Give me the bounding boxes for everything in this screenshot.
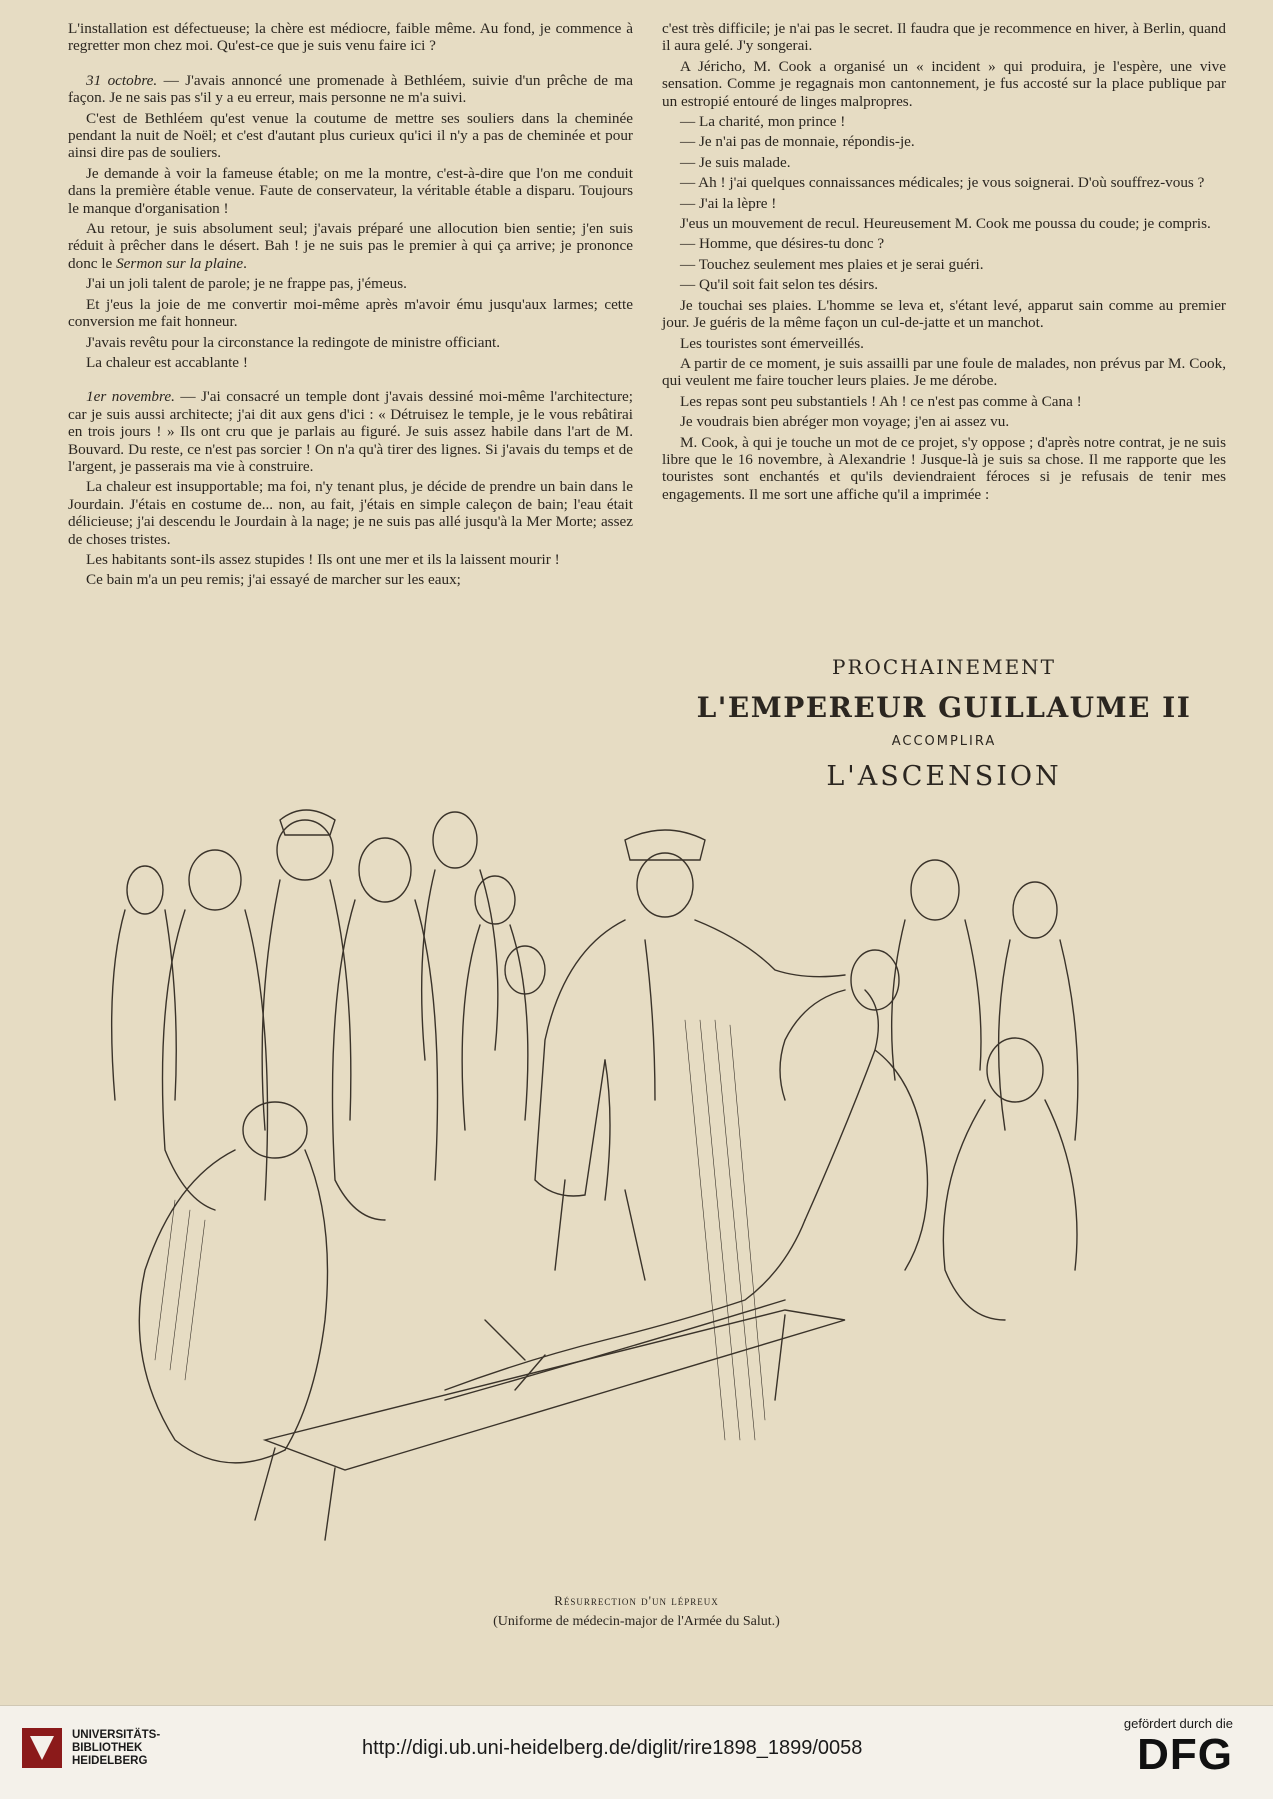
paragraph (68, 275, 633, 292)
dfg-funding[interactable] (1124, 1716, 1233, 1779)
paragraph-text: — Je suis malade. (680, 153, 791, 171)
paragraph (662, 58, 1226, 110)
paragraph (662, 215, 1226, 232)
paragraph-text: J'ai un joli talent de parole; je ne frappe pas, j'émeus. (86, 275, 407, 293)
paragraph-text: — La charité, mon prince ! (680, 113, 846, 131)
library-line-1: UNIVERSITÄTS- (72, 1728, 161, 1741)
paragraph (68, 110, 633, 162)
paragraph (662, 154, 1226, 171)
paragraph (68, 220, 633, 272)
paragraph (68, 72, 633, 107)
paragraph-text: — Touchez seulement mes plaies et je serai guéri. (680, 255, 984, 273)
paragraph-text: — Je n'ai pas de monnaie, répondis-je. (680, 133, 915, 151)
paragraph (68, 20, 633, 55)
illustration-caption-title: Résurrection d'un lépreux (554, 1593, 719, 1608)
paragraph-text: M. Cook, à qui je touche un mot de ce projet, s'y oppose ; d'après notre contrat, je ne suis libre que le 16 novembre, à Alexandrie ! Jusque-là je suis sa chose. Il me rapporte que les touristes sont enchantés et qu'ils deviendraient féroces si je refusais de tenir mes engagements. Il me sort une affiche qu'il a imprimée : (662, 433, 1226, 503)
paragraph (662, 20, 1226, 55)
paragraph-text: Les touristes sont émerveillés. (680, 334, 864, 352)
poster-announcement (662, 655, 1226, 792)
paragraph-text: Au retour, je suis absolument seul; j'avais préparé une allocution bien sentie; j'en suis réduit à prêcher dans le désert. Bah ! je ne suis pas le premier à qui ça arrive; je prononce donc le (68, 220, 633, 272)
paragraph (68, 478, 633, 548)
paragraph-text: — J'ai consacré un temple dont j'avais dessiné moi-même l'architecture; car je suis aussi architecte; j'ai dit aux gens d'ici : « Détruisez le temple, je le vous rebâtirai en trois jours ! » Ils ont cru que je parlais au figuré. Je suis assez habile dans l'art de M. Bouvard. Du reste, ce n'est pas sorcier ! On n'a qu'à tirer des lignes. Si j'avais du temps et de l'argent, je passerais ma vie à construire. (68, 388, 633, 475)
paragraph (662, 335, 1226, 352)
paragraph (662, 413, 1226, 430)
paragraph-text: L'installation est défectueuse; la chère est médiocre, faible même. Au fond, je commence à regretter mon chez moi. Qu'est-ce que je suis venu faire ici ? (68, 20, 633, 55)
paragraph (662, 355, 1226, 390)
paragraph (68, 165, 633, 217)
paragraph-text: Ce bain m'a un peu remis; j'ai essayé de marcher sur les eaux; (86, 571, 461, 589)
paragraph-text: Les habitants sont-ils assez stupides ! Ils ont une mer et ils la laissent mourir ! (86, 550, 560, 568)
university-library-logo[interactable] (20, 1726, 160, 1770)
paragraph (662, 434, 1226, 504)
paragraph-tail: . (243, 254, 247, 272)
paragraph-text: — Homme, que désires-tu donc ? (680, 235, 885, 253)
paragraph-text: C'est de Bethléem qu'est venue la coutume de mettre ses souliers dans la cheminée pendant la nuit de Noël; et c'est d'autant plus curieux qu'ici il n'y a pas de cheminée et pour ainsi dire pas de souliers. (68, 109, 633, 162)
document-url-link[interactable]: http://digi.ub.uni-heidelberg.de/diglit/rire1898_1899/0058 (362, 1737, 863, 1759)
dfg-logo: DFG (1137, 1730, 1233, 1779)
library-line-3: HEIDELBERG (72, 1754, 148, 1767)
paragraph (68, 551, 633, 568)
paragraph (68, 354, 633, 371)
paragraph (662, 174, 1226, 191)
paragraph-text: — J'avais annoncé une promenade à Bethléem, suivie d'un prêche de ma façon. Je ne sais pas s'il y a eu erreur, mais personne ne m'a suivi. (68, 71, 633, 107)
paragraph-text: Je touchai ses plaies. L'homme se leva et, s'étant levé, apparut sain comme au premier jour. Je guéris de la même façon un cul-de-jatte et un manchot. (662, 296, 1226, 332)
footer-bar (0, 1705, 1273, 1799)
funded-by-label: gefördert durch die (1123, 1716, 1233, 1731)
poster-line-prochainement: PROCHAINEMENT (831, 655, 1057, 679)
poster-line-ascension: L'ASCENSION (826, 761, 1062, 792)
illustration-caption-subtitle: (Uniforme de médecin-major de l'Armée du Salut.) (493, 1614, 780, 1629)
paragraph-text: c'est très difficile; je n'ai pas le secret. Il faudra que je recommence en hiver, à Berlin, quand il aura gelé. J'y songerai. (662, 20, 1226, 55)
paragraph-text: Les repas sont peu substantiels ! Ah ! ce n'est pas comme à Cana ! (680, 392, 1082, 410)
paragraph-text: A partir de ce moment, je suis assailli par une foule de malades, non prévus par M. Cook, qui veulent me faire toucher leurs plaies. Je me dérobe. (662, 354, 1226, 390)
paragraph (662, 133, 1226, 150)
paragraph-text: Je demande à voir la fameuse étable; on me la montre, c'est-à-dire que l'on me conduit dans la première étable venue. Faute de conservateur, la véritable étable a disparu. Toujours le manque d'organisation ! (68, 164, 633, 217)
paragraph-text: — J'ai la lèpre ! (680, 194, 777, 212)
entry-date: 31 octobre. (86, 71, 158, 89)
paragraph (68, 388, 633, 475)
library-line-2: BIBLIOTHEK (72, 1741, 143, 1754)
paragraph-text: J'eus un mouvement de recul. Heureusement M. Cook me poussa du coude; je compris. (680, 215, 1211, 233)
paragraph-text: J'avais revêtu pour la circonstance la redingote de ministre officiant. (86, 333, 501, 351)
paragraph (662, 276, 1226, 293)
right-text-column (662, 20, 1226, 506)
illustration-leper-resurrection (85, 800, 1235, 1560)
poster-line-accomplira: ACCOMPLIRA (891, 734, 997, 749)
paragraph-text: Je voudrais bien abréger mon voyage; j'en ai assez vu. (680, 413, 1010, 431)
paragraph-text: La chaleur est accablante ! (86, 353, 248, 371)
paragraph-text: A Jéricho, M. Cook a organisé un « incident » qui produira, je l'espère, une vive sensation. Comme je regagnais mon cantonnement, je fus accosté sur la place publique par un estropié entouré de linges malpropres. (662, 57, 1226, 110)
paragraph (662, 195, 1226, 212)
left-text-column (68, 20, 633, 592)
paragraph (68, 334, 633, 351)
paragraph (662, 113, 1226, 130)
paragraph (662, 297, 1226, 332)
paragraph-text: — Ah ! j'ai quelques connaissances médicales; je vous soignerai. D'où souffrez-vous ? (680, 174, 1205, 192)
paragraph (662, 235, 1226, 252)
paragraph-text: La chaleur est insupportable; ma foi, n'y tenant plus, je décide de prendre un bain dans le Jourdain. J'étais en costume de... non, au fait, j'étais en simple caleçon de bain; l'eau était délicieuse; j'ai descendu le Jourdain à la nage; je ne suis pas allé jusqu'à la Mer Morte; assez de choses tristes. (68, 478, 633, 548)
paragraph-text: Et j'eus la joie de me convertir moi-même après m'avoir ému jusqu'aux larmes; cette conversion me fait honneur. (68, 295, 633, 331)
paragraph-text: — Qu'il soit fait selon tes désirs. (680, 276, 879, 294)
paragraph (662, 256, 1226, 273)
entry-date: 1er novembre. (86, 388, 175, 406)
paragraph (662, 393, 1226, 410)
paragraph (68, 571, 633, 588)
university-seal-icon (20, 1726, 64, 1770)
poster-line-emperor: L'EMPEREUR GUILLAUME II (696, 691, 1192, 724)
italic-title: Sermon sur la plaine (116, 254, 244, 272)
paragraph (68, 296, 633, 331)
